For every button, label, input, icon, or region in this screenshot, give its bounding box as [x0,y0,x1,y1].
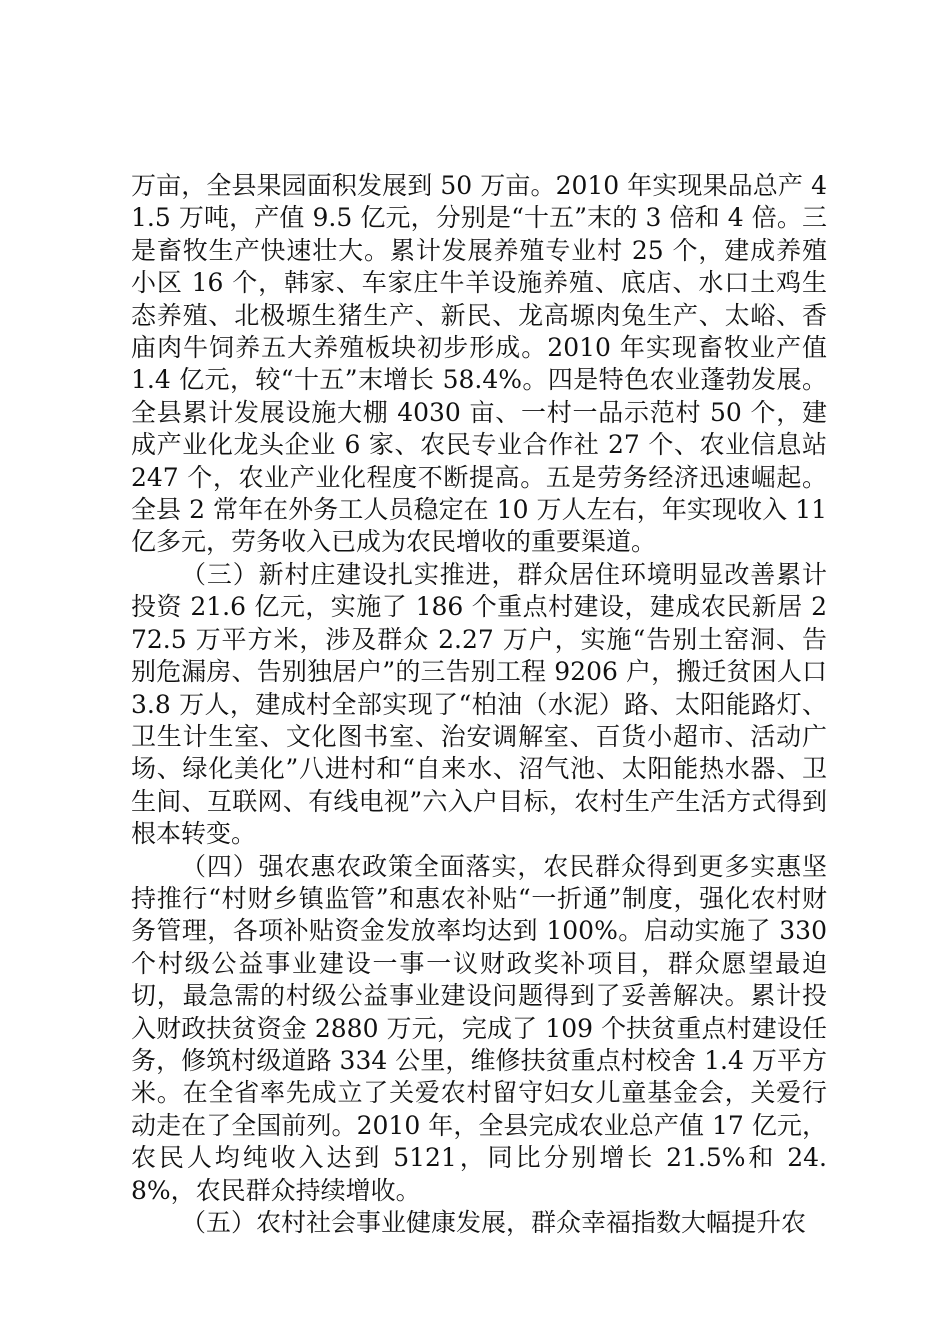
paragraph-section-4: （四）强农惠农政策全面落实，农民群众得到更多实惠坚持推行“村财乡镇监管”和惠农补贴“一折通”制度，强化农村财务管理，各项补贴资金发放率均达到 100%。启动实施了 330 个村级公益事业建设一事一议财政奖补项目，群众愿望最迫切，最急需的村级公益事业建设问题得到了妥善解决。累计投入财政扶贫资金 2880 万元，完成了 109 个扶贫重点村建设任务，修筑村级道路 334 公里，维修扶贫重点村校舍 1.4 万平方米。在全省率先成立了关爱农村留守妇女儿童基金会，关爱行动走在了全国前列。2010 年，全县完成农业总产值 17 亿元，农民人均纯收入达到 5121，同比分别增长 21.5%和 24.8%，农民群众持续增收。 [131,851,827,1205]
paragraph-section-3: （三）新村庄建设扎实推进，群众居住环境明显改善累计投资 21.6 亿元，实施了 186 个重点村建设，建成农民新居 272.5 万平方米，涉及群众 2.27 万户，实施“告别土窑洞、告别危漏房、告别独居户”的三告别工程 9206 户，搬迁贫困人口 3.8 万人，建成村全部实现了“柏油（水泥）路、太阳能路灯、卫生计生室、文化图书室、治安调解室、百货小超市、活动广场、绿化美化”八进村和“自来水、沼气池、太阳能热水器、卫生间、互联网、有线电视”六入户目标，农村生产生活方式得到根本转变。 [131,559,827,849]
paragraph-continued: 万亩，全县果园面积发展到 50 万亩。2010 年实现果品总产 41.5 万吨，产值 9.5 亿元，分别是“十五”末的 3 倍和 4 倍。三是畜牧生产快速壮大。累计发展养殖专业村 25 个，建成养殖小区 16 个，韩家、车家庄牛羊设施养殖、底店、水口土鸡生态养殖、北极塬生猪生产、新民、龙高塬肉兔生产、太峪、香庙肉牛饲养五大养殖板块初步形成。2010 年实现畜牧业产值 1.4 亿元，较“十五”末增长 58.4%。四是特色农业蓬勃发展。全县累计发展设施大棚 4030 亩、一村一品示范村 50 个，建成产业化龙头企业 6 家、农民专业合作社 27 个、农业信息站 247 个，农业产业化程度不断提高。五是劳务经济迅速崛起。全县 2 常年在外务工人员稳定在 10 万人左右，年实现收入 11 亿多元，劳务收入已成为农民增收的重要渠道。 [131,171,827,557]
document-page [131,170,827,1239]
paragraph-section-5: （五）农村社会事业健康发展，群众幸福指数大幅提升农 [181,1208,807,1237]
